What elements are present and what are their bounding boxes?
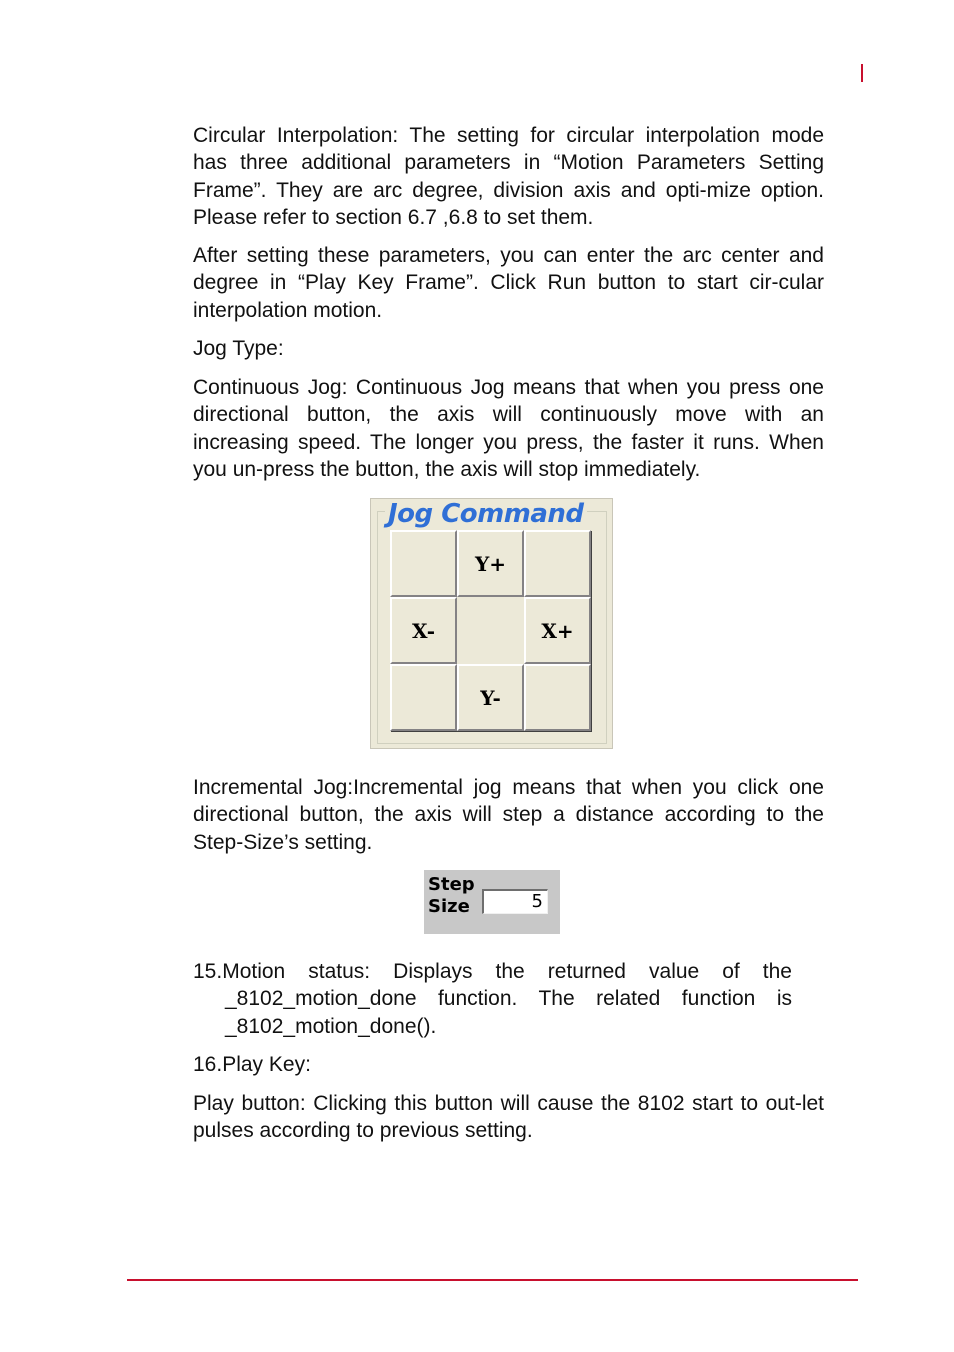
jog-command-title: Jog Command	[385, 499, 587, 529]
incremental-jog-paragraph: Incremental Jog:Incremental jog means that when you click one directional button, the axis will step a distance according to the Step-Size’s setting.	[193, 776, 824, 854]
jog-blank-bottom-right-button[interactable]	[524, 664, 591, 731]
jog-x-minus-button[interactable]: X-	[390, 597, 457, 664]
jog-blank-top-right-button[interactable]	[524, 530, 591, 597]
step-size-label: Step Size	[428, 874, 475, 917]
list-item-15-text: Motion status: Displays the returned value of the	[222, 960, 792, 983]
list-item-16: 16.Play Key:	[193, 1053, 311, 1076]
jog-y-plus-button[interactable]: Y+	[457, 530, 524, 597]
list-item-15-number: 15.	[193, 960, 223, 983]
jog-blank-top-left-button[interactable]	[390, 530, 457, 597]
jog-command-panel	[370, 498, 613, 749]
list-item-15-first-line	[193, 958, 792, 985]
jog-x-plus-button[interactable]: X+	[524, 597, 591, 664]
jog-blank-bottom-left-button[interactable]	[390, 664, 457, 731]
step-size-widget	[424, 870, 560, 934]
list-item-15-function: _8102_motion_done().	[225, 1014, 437, 1038]
jog-center-area	[457, 597, 524, 664]
after-setting-paragraph: After setting these parameters, you can enter the arc center and degree in “Play Key Frame”. Click Run button to start cir-cular interpolation motion.	[193, 244, 824, 322]
jog-type-heading: Jog Type:	[193, 337, 284, 360]
continuous-jog-paragraph: Continuous Jog: Continuous Jog means that when you press one directional button, the axis will continuously move with an increasing speed. The longer you press, the faster it runs. When you un-press the button, the axis will stop immediately.	[193, 376, 824, 481]
header-accent-mark	[861, 64, 863, 82]
circular-interpolation-paragraph: Circular Interpolation: The setting for circular interpolation mode has three additional parameters in “Motion Parameters Setting Frame”. They are arc degree, division axis and opti-mize option. Please refer to section 6.7 ,6.8 to set them.	[193, 124, 824, 229]
step-size-input[interactable]: 5	[482, 889, 548, 914]
footer-rule	[127, 1279, 858, 1281]
jog-y-minus-button[interactable]: Y-	[457, 664, 524, 731]
play-button-paragraph: Play button: Clicking this button will cause the 8102 start to out-let pulses according to previous setting.	[193, 1092, 824, 1143]
list-item-15	[193, 958, 792, 1040]
list-item-15-continuation: _8102_motion_done function. The related function is	[225, 987, 792, 1011]
